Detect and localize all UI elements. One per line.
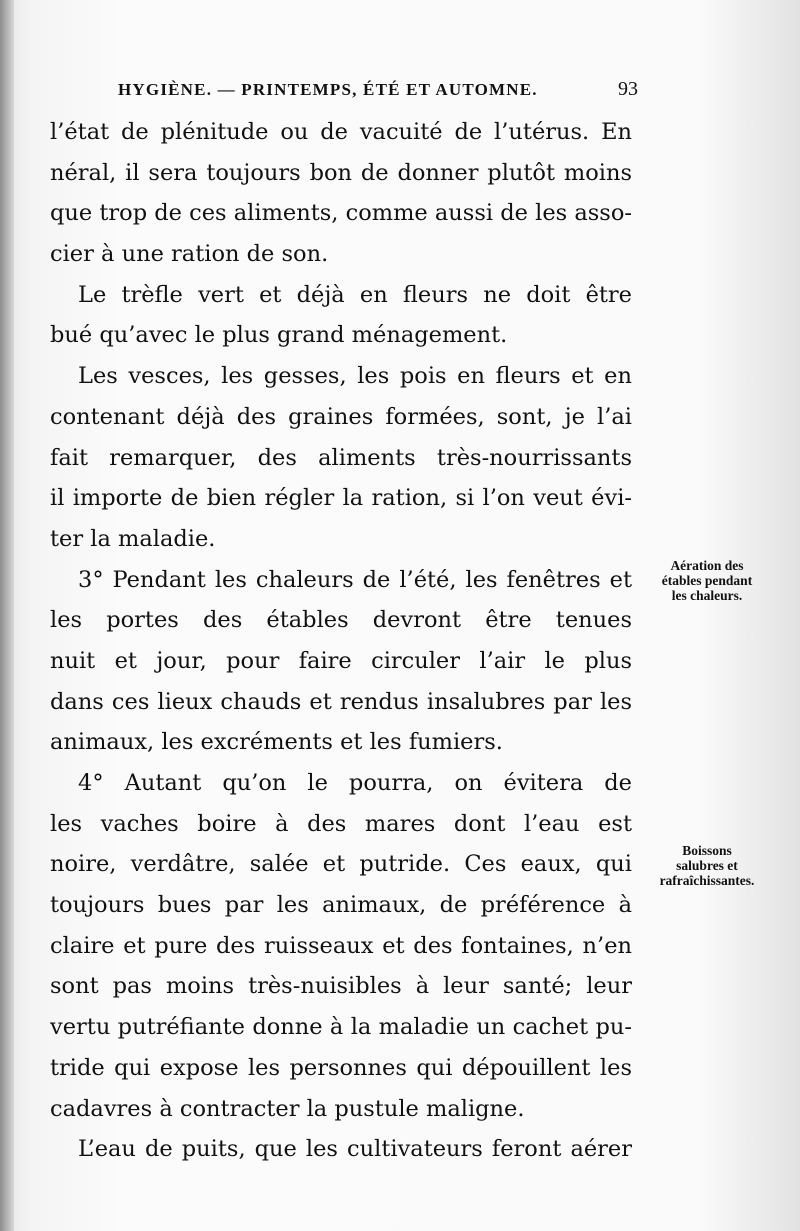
text-line: il importe de bien régler la ration, si l’on veut évi-: [50, 485, 632, 512]
text-line: bué qu’avec le plus grand ménagement.: [50, 322, 508, 349]
text-line: 4° Autant qu’on le pourra, on évitera de: [78, 770, 632, 796]
text-line: tride qui expose les personnes qui dépouillent les: [50, 1054, 632, 1081]
margin-note-line: rafraîchissantes.: [659, 873, 755, 888]
text-line: dans ces lieux chauds et rendus insalubres par les: [50, 688, 632, 715]
text-line: l’état de plénitude ou de vacuité de l’utérus. En: [50, 119, 632, 145]
text-line: néral, il sera toujours bon de donner plutôt moins: [50, 159, 632, 186]
margin-note-line: étables pendant: [661, 573, 753, 588]
margin-note-boissons: [632, 843, 782, 888]
text-line: les vaches boire à des mares dont l’eau est: [50, 810, 632, 837]
text-line: cadavres à contracter la pustule maligne.: [50, 1095, 525, 1122]
running-title: HYGIÈNE. — PRINTEMPS, ÉTÉ ET AUTOMNE.: [118, 80, 538, 99]
text-line: contenant déjà des graines formées, sont, je l’ai: [50, 403, 632, 430]
page-number: 93: [618, 78, 638, 100]
text-line: ter la maladie.: [50, 525, 216, 552]
margin-note-line: les chaleurs.: [671, 588, 743, 603]
text-line: vertu putréfiante donne à la maladie un cachet pu-: [50, 1014, 632, 1041]
text-line: toujours bues par les animaux, de préférence à: [50, 892, 632, 919]
text-line: noire, verdâtre, salée et putride. Ces eaux, qui: [50, 851, 632, 878]
text-line: cier à une ration de son.: [50, 241, 329, 268]
margin-note-line: Boissons: [682, 843, 732, 858]
text-line: L’eau de puits, que les cultivateurs feront aérer: [78, 1136, 632, 1163]
text-line: 3° Pendant les chaleurs de l’été, les fenêtres et: [78, 566, 632, 593]
text-line: que trop de ces aliments, comme aussi de les asso-: [50, 200, 632, 227]
margin-note-aeration: [632, 558, 782, 603]
text-line: Le trèfle vert et déjà en fleurs ne doit être: [78, 281, 632, 308]
body-text: [50, 112, 632, 1170]
text-line: sont pas moins très-nuisibles à leur santé; leur: [50, 973, 632, 1000]
text-line: animaux, les excréments et les fumiers.: [50, 729, 503, 756]
running-header: [118, 78, 638, 101]
text-line: nuit et jour, pour faire circuler l’air le plus: [50, 647, 632, 674]
page-gutter-shadow: [0, 0, 14, 1231]
text-line: Les vesces, les gesses, les pois en fleurs et en: [78, 363, 632, 390]
margin-note-line: Aération des: [670, 558, 744, 573]
text-line: les portes des étables devront être tenues: [50, 607, 632, 634]
text-line: fait remarquer, des aliments très-nourrissants: [50, 444, 632, 471]
margin-note-line: salubres et: [676, 858, 738, 873]
text-line: claire et pure des ruisseaux et des fontaines, n’en: [50, 932, 632, 959]
